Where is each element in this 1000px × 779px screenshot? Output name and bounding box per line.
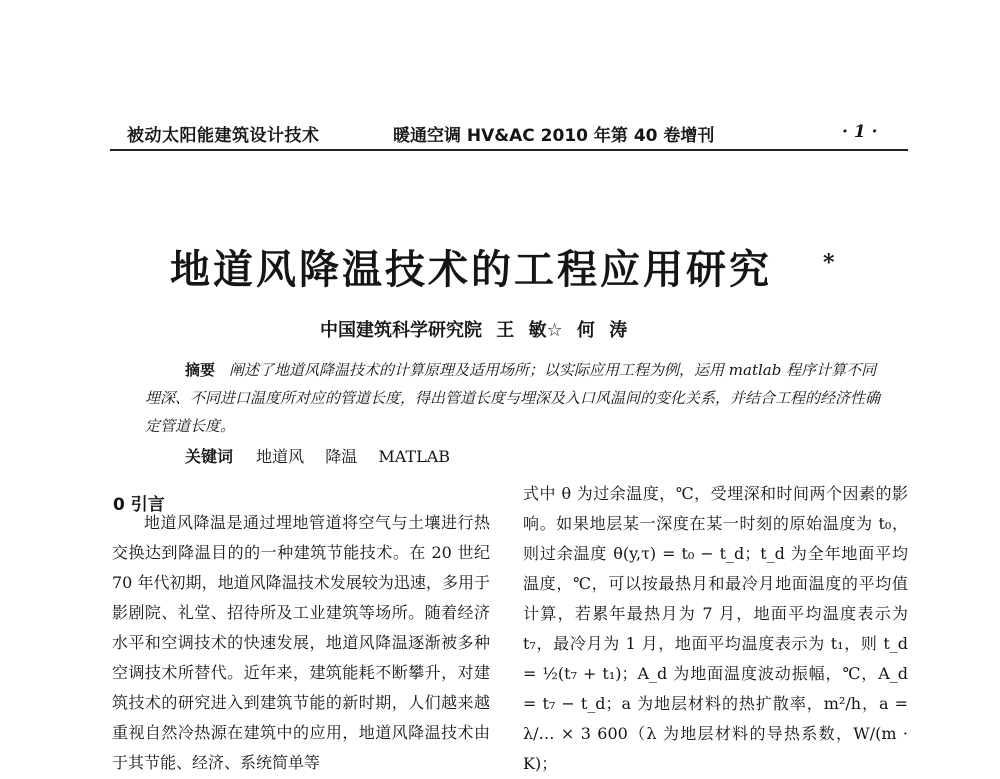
section-heading: 0 引言 [113,495,165,515]
keywords-label: 关键词 [185,447,234,466]
abstract [145,356,880,440]
paper-title: 地道风降温技术的工程应用研究 [170,247,772,293]
abstract-label: 摘要 [185,361,216,379]
header-rule [110,149,908,151]
running-header-journal: 暖通空调 HV&AC 2010 年第 40 卷增刊 [393,126,715,146]
running-header-left: 被动太阳能建筑设计技术 [127,126,320,146]
keyword: 降温 [325,447,358,466]
page-number: · 1 · [842,122,878,142]
keyword: 地道风 [256,447,305,466]
abstract-text: 阐述了地道风降温技术的计算原理及适用场所；以实际应用工程为例，运用 matlab 程序计算不同埋深、不同进口温度所对应的管道长度，得出管道长度与埋深及入口风温间的变化关系，并结合工程的经济性确定管道长度。 [145,361,881,435]
author-line: 中国建筑科学研究院 王 敏☆ 何 涛 [320,320,628,341]
body-column-right: 式中 θ 为过余温度，℃，受埋深和时间两个因素的影响。如果地层某一深度在某一时刻的原始温度为 t₀，则过余温度 θ(y,τ) = t₀ − t_d；t_d 为全年地面平均温度，℃，可以按最热月和最冷月地面温度的平均值计算，若累年最热月为 7 月，地面平均温度表示为 t₇，最冷月为 1 月，地面平均温度表示为 t₁，则 t_d = ½(t₇ + t₁)；A_d 为地面温度波动振幅，℃，A_d = t₇ − t_d；a 为地层材料的热扩散率，m²/h，a = λ/… × 3 600（λ 为地层材料的导热系数，W/(m · K)； [523,484,908,773]
body-column-left: 地道风降温是通过埋地管道将空气与土壤进行热交换达到降温目的的一种建筑节能技术。在 20 世纪 70 年代初期，地道风降温技术发展较为迅速，多用于影剧院、礼堂、招待所及工业建筑等场所。随着经济水平和空调技术的快速发展，地道风降温逐渐被多种空调技术所替代。近年来，建筑能耗不断攀升，对建筑技术的研究进入到建筑节能的新时期，人们越来越重视自然冷热源在建筑中的应用，地道风降温技术由于其节能、经济、系统简单等 [112,513,490,772]
keywords [185,444,466,467]
title-footnote-mark: * [823,250,835,276]
keyword: MATLAB [378,447,450,466]
